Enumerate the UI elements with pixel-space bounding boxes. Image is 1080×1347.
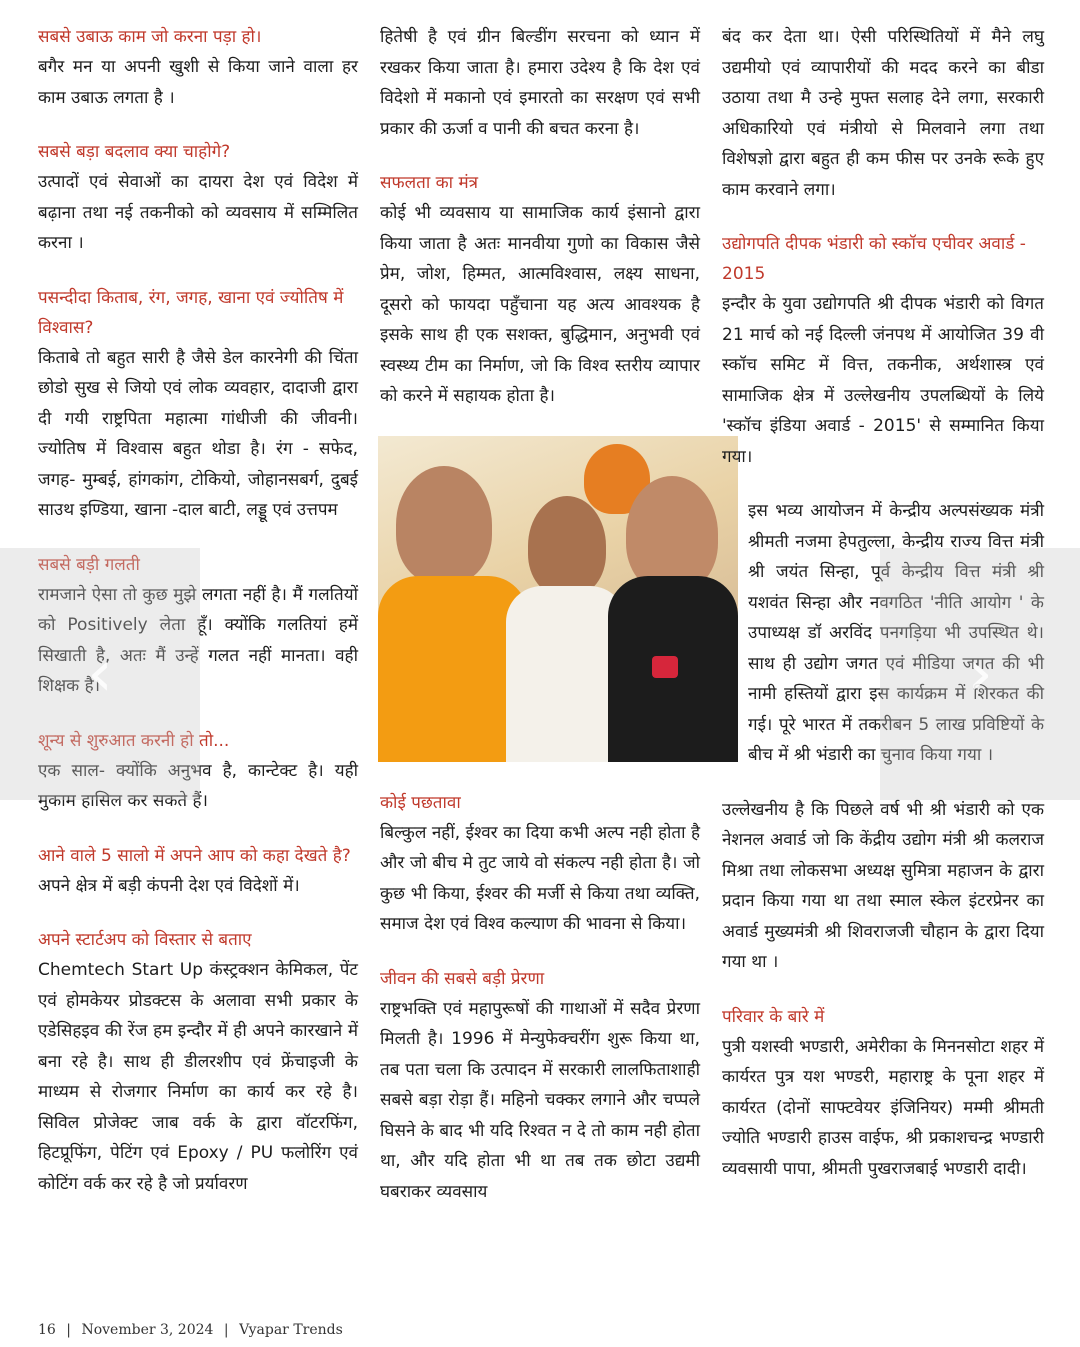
section-heading: सबसे उबाऊ काम जो करना पड़ा हो। bbox=[38, 27, 262, 47]
section-body: बगैर मन या अपनी खुशी से किया जाने वाला हर काम उबाऊ लगता है । bbox=[38, 57, 358, 108]
previous-page-button[interactable] bbox=[0, 548, 200, 800]
qa-success-mantra bbox=[380, 168, 700, 412]
family-section bbox=[722, 1002, 1044, 1185]
issue-date: November 3, 2024 bbox=[81, 1322, 214, 1338]
qa-favourites bbox=[38, 283, 358, 526]
footer-separator: | bbox=[223, 1322, 229, 1338]
section-heading: शून्य से शुरुआत करनी हो तो... bbox=[38, 730, 230, 751]
section-heading: उद्योगपति दीपक भंडारी को स्कॉच एचीवर अवार्ड - 2015 bbox=[722, 234, 1026, 284]
section-body: इन्दौर के युवा उद्योगपति श्री दीपक भंडारी को विगत 21 मार्च को नई दिल्ली जंनपथ में आयोजित 39 वी स्कॉच समिट में वित्त, तकनीक, अर्थशास्त्र एवं सामाजिक क्षेत्र में उल्लेखनीय उपलब्धियों के लिये 'स्कॉच इंडिया अवार्ड - 2015' से सम्मानित किया गया। bbox=[722, 294, 1044, 467]
section-body: पुत्री यशस्वी भण्डारी, अमेरीका के मिननसोटा शहर में कार्यरत पुत्र यश भण्डरी, महाराष्ट्र के पूना शहर में कार्यरत (दोनों साफ्टवेयर इंजिनियर) मम्मी श्रीमती ज्योति भण्डारी हाउस वाईफ, श्री प्रकाशचन्द्र भण्डारी व्यवसायी पापा, श्रीमती पुखराजबाई भण्डारी दादी। bbox=[722, 1036, 1044, 1179]
page-number: 16 bbox=[38, 1322, 56, 1338]
startup-continued bbox=[380, 22, 700, 144]
magazine-name: Vyapar Trends bbox=[239, 1322, 343, 1338]
chevron-right-icon: › bbox=[967, 637, 993, 711]
qa-boring-work bbox=[38, 22, 358, 113]
section-heading: परिवार के बारे में bbox=[722, 1006, 825, 1027]
section-body: बिल्कुल नहीं, ईश्वर का दिया कभी अल्प नही होता है और जो बीच मे तुट जाये वो संकल्प नही होता है। जो कुछ भी किया, ईश्वर की मर्जी से किया तथा व्यक्ति, समाज देश एवं विश्व कल्याण की भावना से किया। bbox=[380, 822, 700, 934]
section-body: अपने क्षेत्र में बड़ी कंपनी देश एवं विदेशों में। bbox=[38, 875, 300, 896]
section-heading: अपने स्टार्टअप को विस्तार से बताए bbox=[38, 930, 252, 950]
notable-section bbox=[722, 795, 1044, 978]
section-body: एक साल- क्योंकि अनुभव है, कान्टेक्ट है। यही मुकाम हासिल कर सकते हैं। bbox=[38, 760, 358, 811]
inspiration-continued bbox=[722, 22, 1044, 205]
qa-biggest-change bbox=[38, 137, 358, 259]
section-body: बंद कर देता था। ऐसी परिस्थितियों में मैने लघु उद्यमीयो एवं व्यापारीयों की मदद करने का बीडा उठाया तथा मै उन्हे मुफ्त सलाह देने लगा, सरकारी अधिकारियो एवं मंत्रीयो से मिलवाने लगा तथा विशेषज्ञो द्वारा बहुत ही कम फीस पर उनके रूके हुए काम करवाने लगा। bbox=[722, 27, 1044, 200]
section-heading: सबसे बड़ी गलती bbox=[38, 554, 140, 575]
qa-next-5-years bbox=[38, 841, 358, 902]
section-heading: आने वाले 5 सालो में अपने आप को कहा देखते है? bbox=[38, 845, 351, 866]
chevron-left-icon: ‹ bbox=[87, 637, 113, 711]
column-2 bbox=[380, 22, 700, 1231]
qa-regret bbox=[380, 788, 700, 940]
qa-startup bbox=[38, 925, 358, 1199]
section-body: राष्ट्रभक्ति एवं महापुरूषों की गाथाओं में सदैव प्रेरणा मिलती है। 1996 में मेन्युफेक्चरींग शुरू किया था, तब पता चला कि उत्पादन में सरकारी लालफिताशाही सबसे बड़ा रोड़ा हैं। महिनो चक्कर लगाने और चप्पले घिसने के बाद भी यदि रिश्वत न दे तो काम नही होता था, और यदि होता भी था तब तक छोटा उद्यमी घबराकर व्यवसाय bbox=[380, 998, 700, 1202]
page-footer bbox=[38, 1322, 349, 1338]
footer-separator: | bbox=[66, 1322, 71, 1338]
section-body: किताबे तो बहुत सारी है जैसे डेल कारनेगी की चिंता छोडो सुख से जियो एवं लोक व्यवहार, दादाजी द्वारा दी गयी राष्ट्रपिता महात्मा गांधीजी की जीवनी। ज्योतिष में विश्वास बहुत थोडा है। रंग - सफेद, जगह- मुम्बई, हांगकांग, टोकियो, जोहानसबर्ग, दुबई साउथ इण्डिया, खाना -दाल बाटी, लड्डू एवं उत्तपम bbox=[38, 347, 358, 520]
section-heading: पसन्दीदा किताब, रंग, जगह, खाना एवं ज्योतिष में विश्वास? bbox=[38, 287, 344, 338]
section-body: उत्पादों एवं सेवाओं का दायरा देश एवं विदेश में बढ़ाना तथा नई तकनीको को व्यवसाय में सम्मिलित करना । bbox=[38, 172, 358, 253]
section-body: उल्लेखनीय है कि पिछले वर्ष भी श्री भंडारी को एक नेशनल अवार्ड जो कि केंद्रीय उद्योग मंत्री श्री कलराज मिश्रा तथा लोकसभा अध्यक्ष सुमित्रा महाजन के द्वारा प्रदान किया गया था तथा स्माल स्केल इंटरप्रेनर का अवार्ड मुख्यमंत्री श्री शिवराजजी चौहान के द्वारा दिया गया था । bbox=[722, 799, 1044, 972]
section-heading: जीवन की सबसे बड़ी प्रेरणा bbox=[380, 968, 545, 989]
section-body: इस भव्य आयोजन में केन्द्रीय अल्पसंख्यक मंत्री श्रीमती नजमा हेपतुल्ला, केन्द्रीय राज्य वित्त मंत्री श्री जयंत सिन्हा, पूर्व केन्द्रीय वित्त मंत्री श्री यशवंत सिन्हा और नवगठित 'नीति आयोग ' के उपाध्यक्ष डॉ अरविंद पनगड़िया भी उपस्थित थे। साथ ही उद्योग जगत एवं मीडिया जगत की भी नामी हस्तियों द्वारा इस कार्यक्रम में शिरकत की गई। पूरे भारत में तकरीबन 5 लाख प्रविष्टियों के बीच में श्री भंडारी का चुनाव किया गया । bbox=[748, 501, 1044, 765]
section-heading: सबसे बड़ा बदलाव क्या चाहोगे? bbox=[38, 142, 231, 162]
section-heading: सफलता का मंत्र bbox=[380, 173, 479, 193]
group-photo bbox=[378, 436, 738, 762]
section-body: Chemtech Start Up कंस्ट्रक्शन केमिकल, पेंट एवं होमकेयर प्रोडक्टस के अलावा सभी प्रकार के एडेसिहइव की रेंज हम इन्दौर में ही अपने कारखाने में बना रहे है। साथ ही डीलरशीप एवं फ्रेंचाइजी के माध्यम से रोजगार निर्माण का कार्य कर रहे है। सिविल प्रोजेक्ट जाब वर्क के द्वारा वॉटरफिंग, हिटप्रूफिंग, पेटिंग एवं Epoxy / PU फलोरिंग एवं कोटिंग वर्क कर रहे है जो प्रर्यावरण bbox=[38, 960, 358, 1194]
qa-inspiration bbox=[380, 964, 700, 1208]
section-body: हितेषी है एवं ग्रीन बिल्डींग सरचना को ध्यान में रखकर किया जाता है। हमारा उदेश्य है कि देश एवं विदेशो में मकानो एवं इमारतो का सरक्षण एवं सभी प्रकार की ऊर्जा व पानी की बचत करना है। bbox=[380, 27, 700, 139]
section-body: रामजाने ऐसा तो कुछ मुझे लगता नहीं है। मैं गलतियों को Positively लेता हूँ। क्योंकि गलतियां हमें सिखाती है, अतः मैं उन्हें गलत नहीं मानता। वही शिक्षक है। bbox=[38, 584, 358, 696]
section-heading: कोई पछतावा bbox=[380, 792, 461, 813]
next-page-button[interactable] bbox=[880, 548, 1080, 800]
section-body: कोई भी व्यवसाय या सामाजिक कार्य इंसानो द्वारा किया जाता है अतः मानवीया गुणो का विकास जैसे प्रेम, जोश, हिम्मत, आत्मविश्वास, लक्ष्य साधना, दूसरो को फायदा पहुँचाना यह अत्य आवश्यक है इसके साथ ही एक सशक्त, बुद्धिमान, अनुभवी एवं स्वस्थ्य टीम का निर्माण, जो कि विश्व स्तरीय व्यापार को करने में सहायक होता है। bbox=[380, 203, 700, 406]
award-section bbox=[722, 229, 1044, 472]
